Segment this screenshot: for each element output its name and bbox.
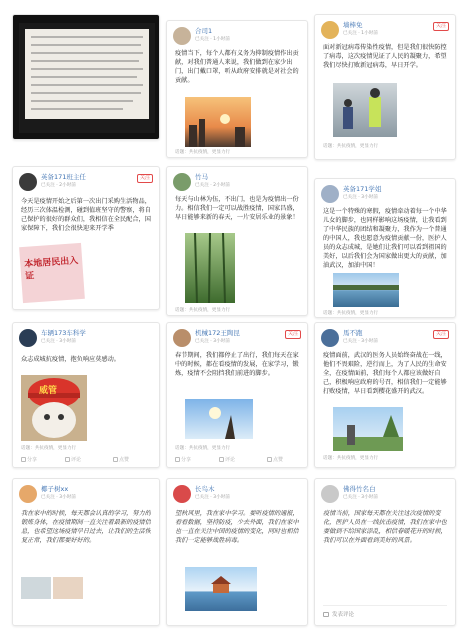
post-header	[19, 484, 153, 506]
post-header	[173, 328, 301, 350]
username[interactable]: 椰子树xx	[41, 485, 69, 493]
post-tags: 话题：共抗疫情，更显力行	[175, 308, 231, 313]
pass-caption: 本地居民出入证	[24, 256, 79, 282]
comment-icon	[323, 612, 329, 617]
post-text: 每天与山林为伍，不出门，也是为疫情出一份力。相信我们一定可以战胜疫情，国家昌盛，早日能够来新的春天，一片安居乐业的景象！	[175, 196, 299, 221]
post-image-river[interactable]	[333, 273, 399, 307]
share-button[interactable]: 分享	[175, 456, 191, 463]
post-header	[321, 484, 449, 506]
avatar[interactable]	[173, 329, 191, 347]
post-card[interactable]	[166, 20, 308, 158]
post-card[interactable]	[314, 178, 456, 318]
post-card[interactable]	[12, 478, 160, 626]
post-meta: 已关注 · 3小时前	[343, 339, 378, 344]
post-meta: 已关注 · 3小时前	[41, 339, 76, 344]
post-meta: 已关注 · 2小时前	[41, 183, 76, 188]
post-card[interactable]	[12, 322, 160, 468]
post-meta: 已关注 · 2小时前	[195, 183, 230, 188]
post-header	[321, 328, 449, 350]
post-image-handwritten-notes[interactable]	[13, 15, 160, 140]
post-text: 我在家中的时候，每天都会认真的学习，努力的锻炼身体，在疫情期间一直关注着最新的疫情信息，也希望这场疫情早日过去，让我们的生活恢复正常，我们都要好好的。	[21, 510, 151, 544]
post-header	[321, 184, 449, 206]
username[interactable]: 机械172王陶昆	[195, 329, 240, 337]
username[interactable]: 佛得竹名白	[343, 485, 376, 493]
post-text: 面对新冠病毒传染性疫情，但是我们很快防控了病毒，这次疫情见证了人民的凝聚力，希望我们尽快打败新冠病毒，早日开学。	[323, 44, 447, 69]
post-image-1[interactable]	[21, 577, 51, 599]
username[interactable]: 英备171学姐	[343, 185, 382, 193]
post-tags: 话题：共抗疫情，更显力行	[175, 446, 231, 451]
post-meta: 已关注 · 1小时前	[343, 31, 378, 36]
post-header	[173, 484, 301, 506]
avatar[interactable]	[173, 173, 191, 191]
comment-button[interactable]: 评论	[219, 456, 235, 463]
username[interactable]: 馬不跑	[343, 329, 363, 337]
avatar[interactable]	[321, 329, 339, 347]
comment-bar-label: 发表评论	[332, 612, 355, 618]
username[interactable]: 竹马	[195, 173, 208, 181]
post-image-2[interactable]	[53, 577, 83, 599]
share-button[interactable]: 分享	[21, 456, 37, 463]
post-header	[173, 172, 301, 194]
post-card[interactable]	[314, 14, 456, 160]
post-header	[19, 172, 153, 194]
avatar[interactable]	[173, 485, 191, 503]
post-meta: 已关注 · 3小时前	[195, 495, 230, 500]
post-tags: 话题：共抗疫情，更显力行	[323, 144, 379, 149]
helmet-caption: 威管	[39, 386, 58, 396]
post-tags: 话题：共抗疫情，更显力行	[323, 456, 379, 461]
comment-icon	[65, 457, 70, 462]
post-header	[19, 328, 153, 350]
avatar[interactable]	[321, 485, 339, 503]
post-meta: 已关注 · 3小时前	[343, 495, 378, 500]
post-actions	[21, 456, 151, 466]
avatar[interactable]	[321, 21, 339, 39]
comment-button[interactable]: 评论	[65, 456, 81, 463]
post-header	[173, 26, 301, 48]
post-meta: 已关注 · 1小时前	[195, 37, 230, 42]
follow-button[interactable]: 关注	[285, 330, 301, 339]
comment-bar[interactable]	[323, 605, 447, 619]
like-button[interactable]: 点赞	[113, 456, 129, 463]
post-text: 疫情当下，每个人都有义务为抑制疫情作出贡献，对我们普通人来说，我们做到在家少出门，出门戴口罩，听从政府安排就是对社会的贡献。	[175, 50, 299, 84]
post-text: 众志成城抗疫情，抱负响应莫感动。	[21, 356, 120, 363]
post-actions	[175, 456, 299, 466]
post-image-cat-helmet[interactable]	[21, 375, 87, 441]
post-card[interactable]	[12, 166, 160, 310]
post-tags: 话题：共抗疫情，更显力行	[21, 446, 77, 451]
post-card[interactable]	[12, 14, 160, 140]
post-image-checkpoint[interactable]	[333, 83, 397, 137]
post-card[interactable]	[166, 322, 308, 468]
post-image-resident-pass[interactable]	[19, 243, 85, 303]
username[interactable]: 合司1	[195, 27, 213, 35]
comment-icon	[219, 457, 224, 462]
like-button[interactable]: 点赞	[267, 456, 283, 463]
username[interactable]: 车辆173车科学	[41, 329, 86, 337]
post-meta: 已关注 · 3小时前	[41, 495, 76, 500]
post-image-park[interactable]	[333, 407, 403, 451]
post-image-bamboo[interactable]	[185, 233, 235, 303]
post-meta: 已关注 · 3小时前	[343, 195, 378, 200]
post-text: 这是一个特殊的寒假，疫情牵动着每一个中华儿女的脚步，也同样影响这场疫情，让我看到了中华民族的团结和凝聚力，我作为一个普通的中国人，我也愿意为疫情贡献一份，医护人员的众志成城，是她们让我们可以看到祖国的美好，以后我们会为国家做出更大的贡献，加油武汉，加油中国！	[323, 208, 447, 269]
avatar[interactable]	[19, 173, 37, 191]
post-card[interactable]	[314, 478, 456, 626]
post-header	[321, 20, 449, 42]
follow-button[interactable]: 关注	[433, 22, 449, 31]
post-image-sunset-city[interactable]	[185, 97, 251, 147]
post-card[interactable]	[166, 166, 308, 316]
post-text: 疫情当前，国家每天都在关注这次疫情的变化，医护人员在一线抗击疫情，我们在家中也要做到不给国家添乱，相信春暖花开的时候，我们可以在外面看到美好的风景。	[323, 510, 447, 544]
username[interactable]: 墙棒免	[343, 21, 363, 29]
avatar[interactable]	[19, 485, 37, 503]
share-icon	[21, 457, 26, 462]
follow-button[interactable]: 关注	[137, 174, 153, 183]
like-icon	[267, 457, 272, 462]
post-text: 望秋风里，我在家中学习。要听疫情的通报，看看数据，坚持防疫，少去外面，我们在家中也一直在关注中国的疫情的变化，同时也相信我们一定能够战胜病毒。	[175, 510, 299, 544]
avatar[interactable]	[19, 329, 37, 347]
post-card[interactable]	[314, 322, 456, 468]
post-text: 春节期间，我们都停止了出行，我们每天在家中的时候，都在看疫情的发展，在家学习，锻炼，疫情不会阻挡我们前进的脚步。	[175, 352, 299, 377]
post-image-sky-hands[interactable]	[185, 399, 253, 439]
post-image-lake-house[interactable]	[185, 567, 257, 611]
post-text: 今天是疫情开始之后第一次出门采购生活物品，经历三次体温检测，碰到值班坚守的警察，将自己保护的很好的群众们，我相信在全民配合，国家保障下，我们会很快迎来开学季	[21, 198, 151, 232]
share-icon	[175, 457, 180, 462]
post-meta: 已关注 · 3小时前	[195, 339, 230, 344]
username[interactable]: 长鸟木	[195, 485, 215, 493]
post-text: 疫情面前，武汉的医务人员始终奋战在一线，他们不畏艰险，逆行而上，为了人民的生命安全，在疫情面前，我们每个人都应该做好自己，积极响应政府的号召，相信我们一定能够打败疫情，早日看到樱花盛开的武汉。	[323, 352, 447, 395]
post-card[interactable]	[166, 478, 308, 626]
avatar[interactable]	[173, 27, 191, 45]
username[interactable]: 英备171班主任	[41, 173, 86, 181]
post-tags: 话题：共抗疫情，更显力行	[175, 150, 231, 155]
like-icon	[113, 457, 118, 462]
post-tags: 话题：共抗疫情，更显力行	[323, 311, 379, 316]
follow-button[interactable]: 关注	[433, 330, 449, 339]
avatar[interactable]	[321, 185, 339, 203]
